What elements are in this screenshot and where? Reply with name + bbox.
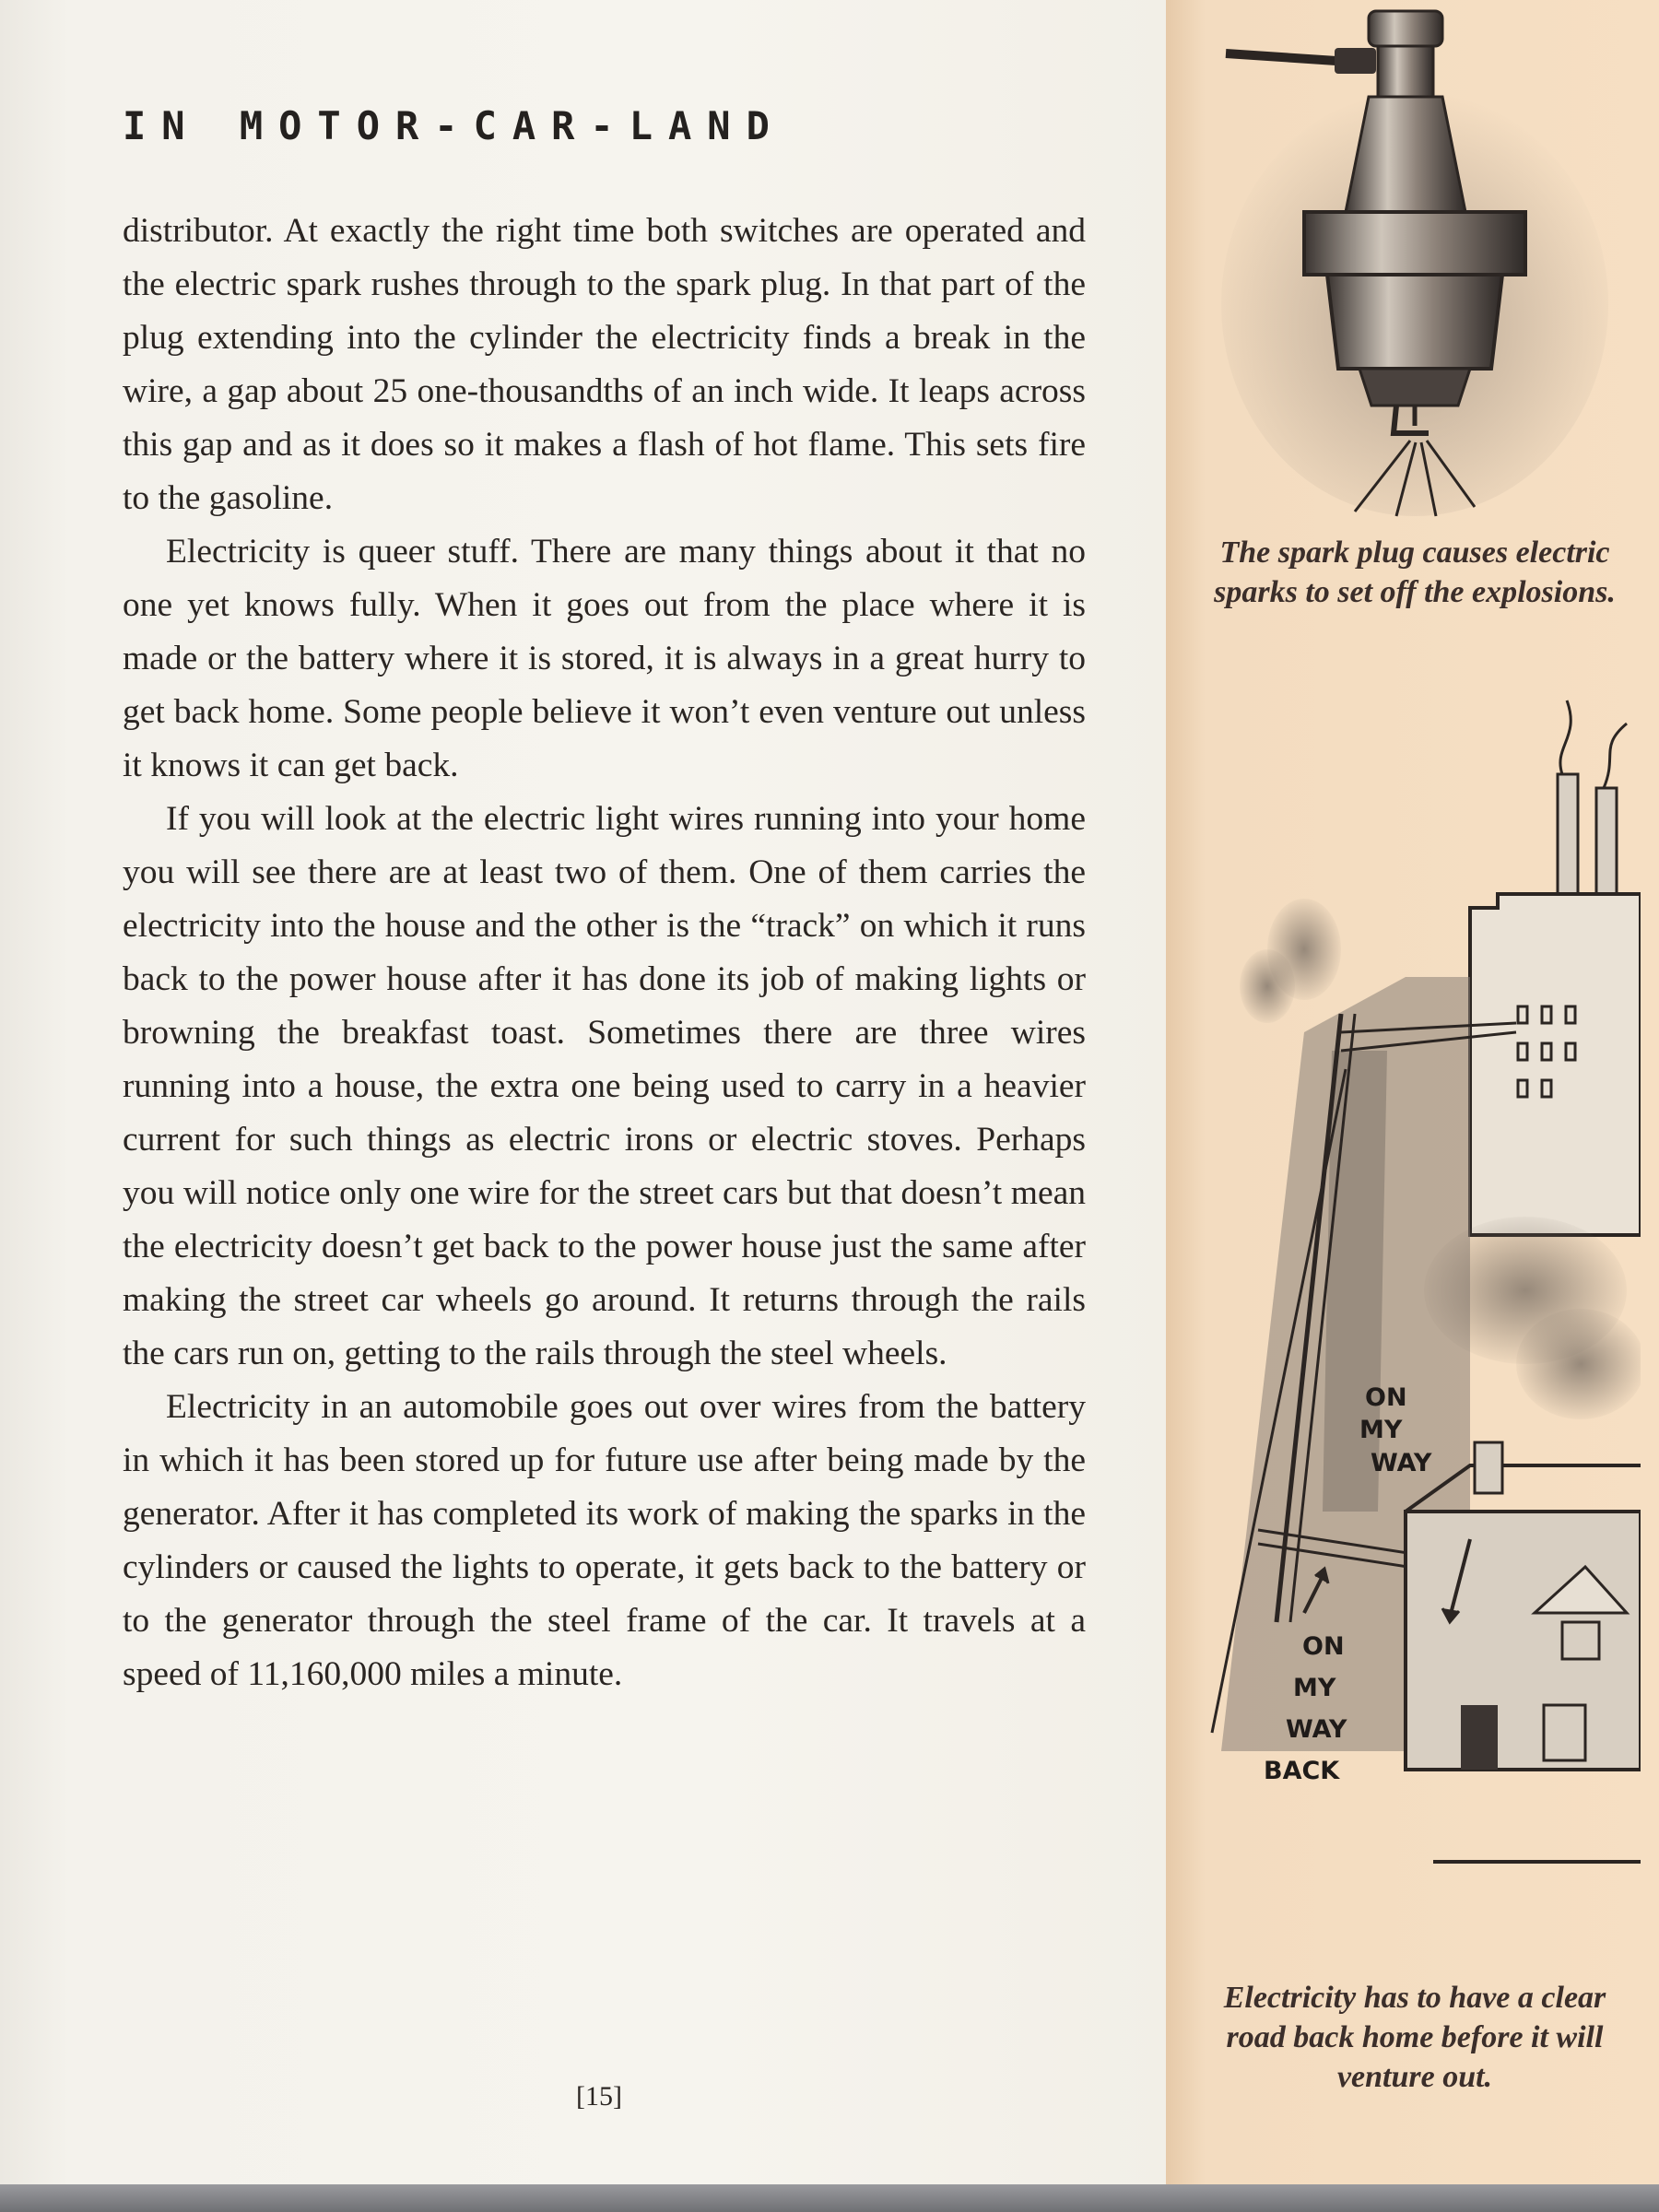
paragraph-3: If you will look at the electric light wires running into your home you will see there are at least two of them. One of them carries the electricity into the house and the other is the “track” on which it runs back to the power house after it has done its job of making lights or browning the breakfast toast. Sometimes there are three wires running into a house, the extra one being used to carry in a heavier current for such things as electric irons or electric stoves. Perhaps you will notice only one wire for the street cars but that doesn’t mean the electricity doesn’t get back to the power house just the same after making the street car wheels go around. It returns through the rails the cars run on, getting to the rails through the steel wheels. [123, 800, 1086, 1372]
spark-plug-illustration [1198, 0, 1631, 530]
label-lower-4: BACK [1264, 1757, 1340, 1785]
label-upper-3: WAY [1371, 1449, 1432, 1477]
svg-text:BACK [1264, 1757, 1340, 1785]
label-lower-3: WAY [1286, 1715, 1347, 1744]
electricity-wires-illustration [1194, 682, 1641, 1963]
svg-text:WAY [1286, 1715, 1347, 1744]
electricity-caption: Electricity has to have a clear road back home before it will venture out. [1223, 1981, 1606, 2094]
label-lower-1: ON [1302, 1632, 1345, 1661]
label-lower-2: MY [1293, 1674, 1336, 1702]
spark-plug-caption: The spark plug causes electric sparks to set off the explosions. [1214, 535, 1616, 609]
svg-text:ON [1365, 1383, 1407, 1412]
label-upper-1: ON [1365, 1383, 1407, 1412]
running-head: IN MOTOR-CAR-LAND [123, 103, 785, 148]
svg-text:MY [1293, 1674, 1336, 1702]
svg-text:ON [1302, 1632, 1345, 1661]
paragraph-2: Electricity is queer stuff. There are many things about it that no one yet knows fully. When it goes out from the place where it is made or the battery where it is stored, it is always in a great hurry to get back home. Some people believe it won’t even venture out unless it knows it can get back. [123, 533, 1086, 784]
label-upper-2: MY [1359, 1416, 1403, 1444]
paragraph-4: Electricity in an automobile goes out over wires from the battery in which it has been stored up for future use after being made by the generator. After it has completed its work of making the sparks in the cylinders or caused the lights to operate, it gets back to the battery or to the generator through the steel frame of the car. It travels at a speed of 11,160,000 miles a minute. [123, 1388, 1086, 1693]
body-text [123, 205, 1086, 1701]
svg-text:MY [1359, 1416, 1403, 1444]
scan-bottom-edge [0, 2184, 1659, 2212]
paragraph-1: distributor. At exactly the right time both switches are operated and the electric spark rushes through to the spark plug. In that part of the plug extending into the cylinder the electricity finds a break in the wire, a gap about 25 one-thousandths of an inch wide. It leaps across this gap and as it does so it makes a flash of hot flame. This sets fire to the gasoline. [123, 212, 1086, 517]
svg-text:WAY [1371, 1449, 1432, 1477]
page-number: [15] [576, 2081, 622, 2112]
